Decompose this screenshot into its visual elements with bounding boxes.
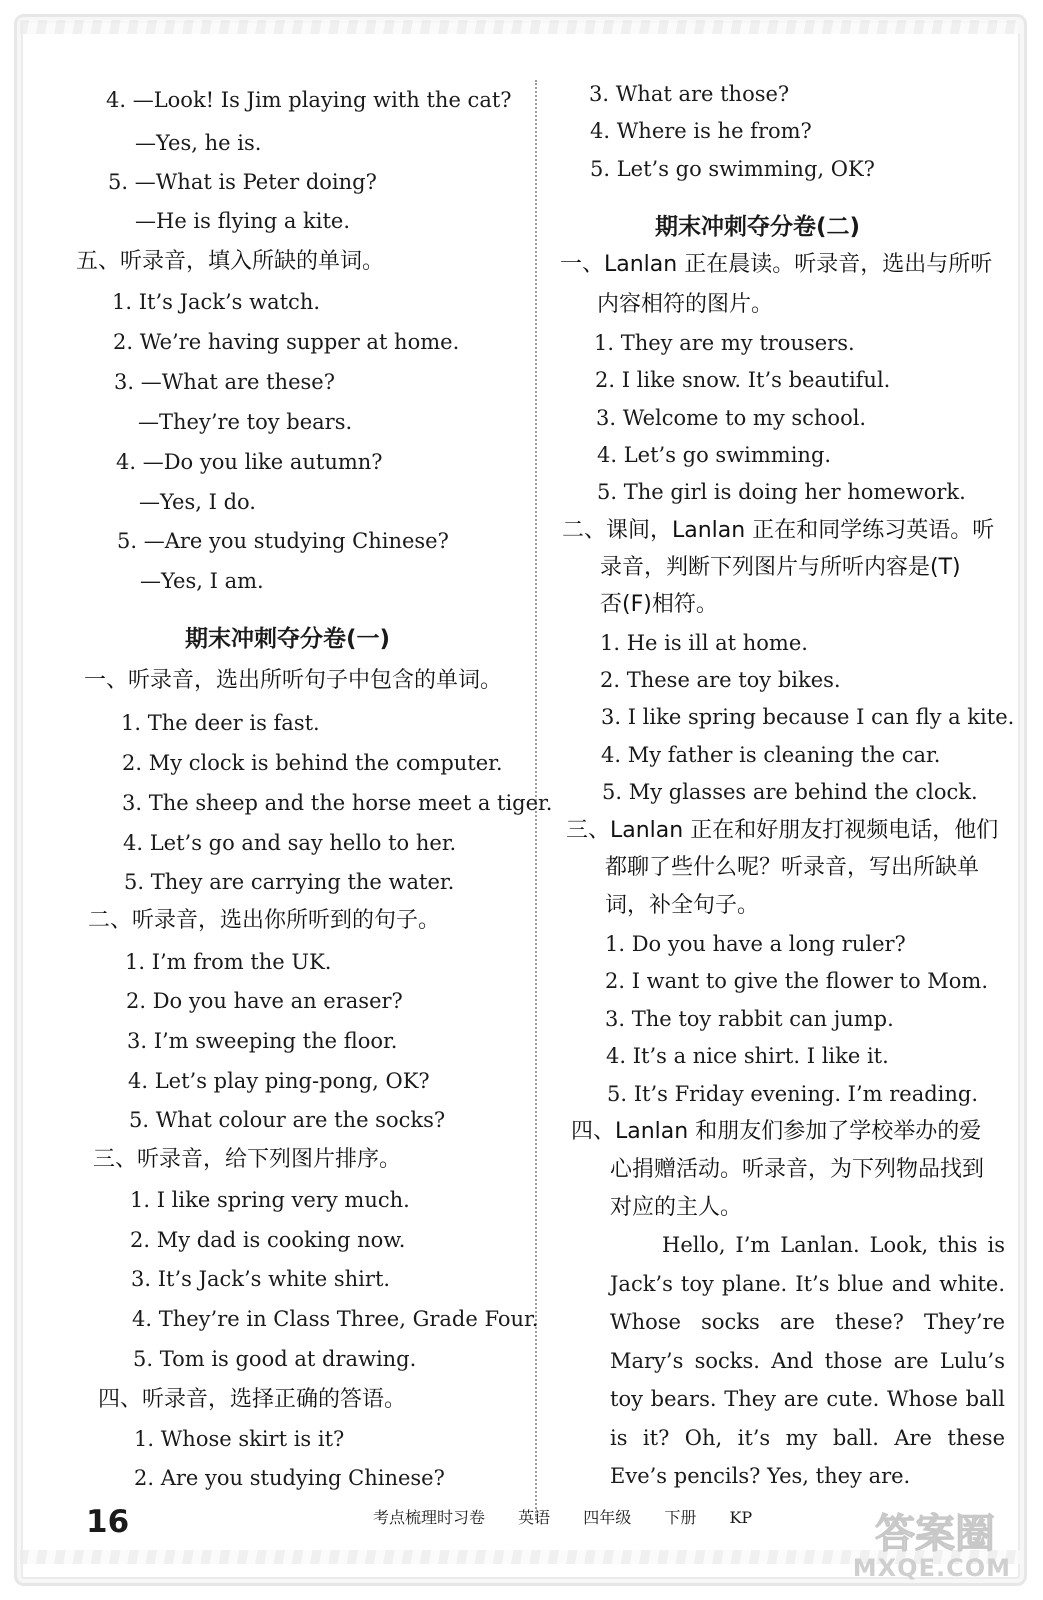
section-heading-cont: 内容相符的图片。 (597, 292, 774, 317)
footer-edition: KP (729, 1508, 753, 1527)
section-heading-cont: 录音，判断下列图片与所听内容是(T) (600, 555, 961, 580)
footer-subject: 英语 (518, 1508, 551, 1527)
watermark-text: 答案圈 (875, 1511, 995, 1557)
list-item: 1. They are my trousers. (594, 331, 855, 355)
list-item: 5. Let’s go swimming, OK? (590, 157, 875, 181)
list-item: —Yes, he is. (135, 131, 262, 155)
list-item: 2. Do you have an eraser? (126, 989, 403, 1013)
section-heading-cont: 词，补全句子。 (605, 893, 760, 918)
list-item: 5. —What is Peter doing? (108, 170, 377, 194)
watermark-url: MXQE.COM (852, 1554, 1011, 1582)
list-item: 5. It’s Friday evening. I’m reading. (607, 1082, 979, 1106)
list-item: 4. —Look! Is Jim playing with the cat? (106, 88, 512, 112)
list-item: 1. It’s Jack’s watch. (112, 290, 321, 314)
section-heading-cont: 对应的主人。 (610, 1195, 743, 1220)
list-item: 5. The girl is doing her homework. (597, 480, 966, 504)
watermark-logo (847, 1502, 1017, 1588)
list-item: 1. Whose skirt is it? (134, 1427, 345, 1451)
section-heading-cont: 心捐赠活动。听录音，为下列物品找到 (610, 1157, 985, 1182)
list-item: 5. —Are you studying Chinese? (117, 529, 449, 553)
section-heading: 五、听录音，填入所缺的单词。 (76, 249, 385, 274)
list-item: 5. My glasses are behind the clock. (602, 780, 978, 804)
footer-info (373, 1505, 780, 1528)
paper-title: 期末冲刺夺分卷(一) (185, 626, 391, 652)
list-item: 4. Let’s go and say hello to her. (123, 831, 457, 855)
list-item: —They’re toy bears. (138, 410, 353, 434)
list-item: 2. My clock is behind the computer. (122, 751, 503, 775)
list-item: 2. Are you studying Chinese? (134, 1466, 445, 1490)
border-decoration-top (20, 20, 1020, 34)
section-heading-cont: 都聊了些什么呢？听录音，写出所缺单 (605, 855, 980, 880)
list-item: 4. It’s a nice shirt. I like it. (606, 1044, 889, 1068)
list-item: —Yes, I do. (139, 490, 256, 514)
list-item: —He is flying a kite. (135, 209, 350, 233)
section-heading: 四、Lanlan 和朋友们参加了学校举办的爱 (571, 1119, 982, 1144)
list-item: 3. Welcome to my school. (596, 406, 867, 430)
listening-passage: Hello, I’m Lanlan. Look, this is Jack’s toy plane. It’s blue and white. Whose socks are these? They’re Mary’s socks. And those are Lulu’s toy bears. They are cute. Whose ball is it? Oh, it’s my ball. Are these Eve’s pencils? Yes, they are. (610, 1233, 1005, 1488)
list-item: 5. They are carrying the water. (124, 870, 455, 894)
list-item: —Yes, I am. (140, 569, 264, 593)
section-heading: 三、听录音，给下列图片排序。 (93, 1147, 402, 1172)
list-item: 3. It’s Jack’s white shirt. (131, 1267, 391, 1291)
list-item: 2. I like snow. It’s beautiful. (595, 368, 891, 392)
section-heading: 四、听录音，选择正确的答语。 (98, 1387, 407, 1412)
list-item: 3. What are those? (589, 82, 790, 106)
section-heading: 二、听录音，选出你所听到的句子。 (88, 908, 441, 933)
list-item: 4. —Do you like autumn? (116, 450, 383, 474)
list-item: 4. Let’s go swimming. (597, 443, 832, 467)
list-item: 3. —What are these? (114, 370, 335, 394)
footer-grade: 四年级 (583, 1508, 632, 1527)
list-item: 4. Let’s play ping-pong, OK? (128, 1069, 430, 1093)
list-item: 1. He is ill at home. (600, 631, 808, 655)
paper-title: 期末冲刺夺分卷(二) (655, 214, 861, 240)
list-item: 4. My father is cleaning the car. (601, 743, 941, 767)
list-item: 2. My dad is cooking now. (130, 1228, 406, 1252)
list-item: 5. Tom is good at drawing. (133, 1347, 417, 1371)
list-item: 1. Do you have a long ruler? (605, 932, 906, 956)
section-heading: 一、听录音，选出所听句子中包含的单词。 (84, 668, 503, 693)
list-item: 3. I’m sweeping the floor. (127, 1029, 398, 1053)
footer-book: 考点梳理时习卷 (373, 1508, 486, 1527)
list-item: 4. They’re in Class Three, Grade Four. (132, 1307, 539, 1331)
list-item: 1. I’m from the UK. (125, 950, 332, 974)
list-item: 1. I like spring very much. (130, 1188, 410, 1212)
section-heading: 一、Lanlan 正在晨读。听录音，选出与所听 (560, 252, 993, 277)
list-item: 2. I want to give the flower to Mom. (605, 969, 989, 993)
list-item: 2. We’re having supper at home. (113, 330, 460, 354)
section-heading: 二、课间，Lanlan 正在和同学练习英语。听 (562, 518, 995, 543)
section-heading: 三、Lanlan 正在和好朋友打视频电话，他们 (566, 818, 999, 843)
list-item: 3. I like spring because I can fly a kite. (601, 705, 1015, 729)
list-item: 1. The deer is fast. (121, 711, 320, 735)
list-item: 2. These are toy bikes. (600, 668, 841, 692)
footer-term: 下册 (664, 1508, 697, 1527)
list-item: 3. The toy rabbit can jump. (605, 1007, 894, 1031)
list-item: 3. The sheep and the horse meet a tiger. (122, 791, 553, 815)
list-item: 5. What colour are the socks? (129, 1108, 446, 1132)
list-item: 4. Where is he from? (590, 119, 812, 143)
page-number: 16 (86, 1504, 130, 1540)
section-heading-cont: 否(F)相符。 (600, 592, 718, 617)
